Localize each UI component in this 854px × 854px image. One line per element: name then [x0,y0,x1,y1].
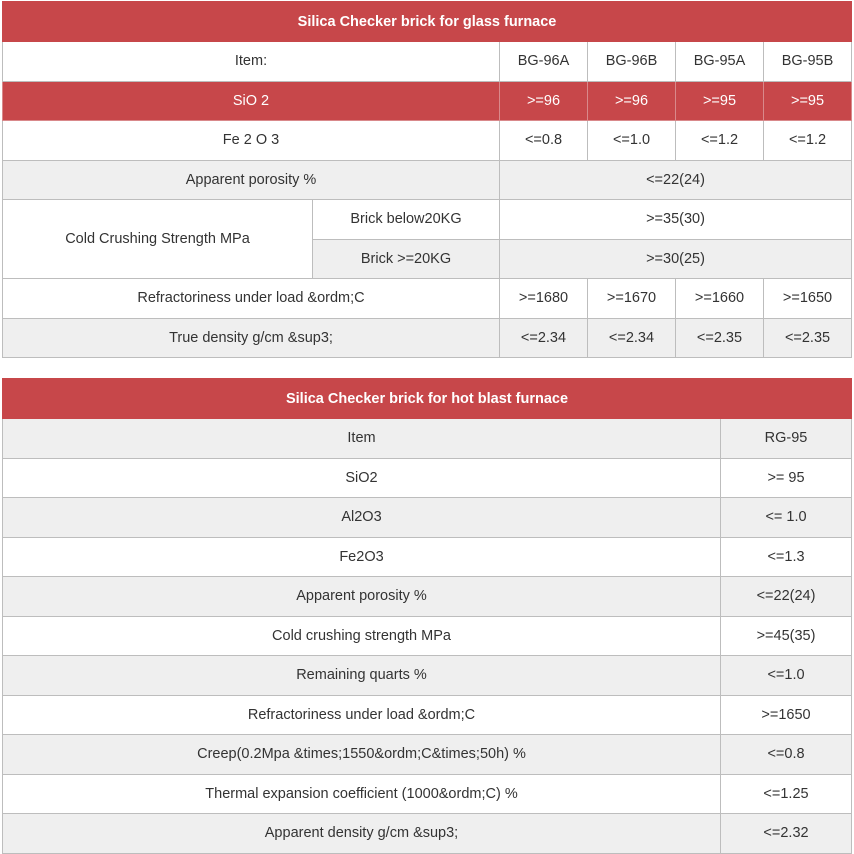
row-value: >= 95 [721,458,852,498]
row-value: RG-95 [721,419,852,459]
grade-header-cell: BG-95B [764,42,852,82]
table-row [3,121,852,161]
fe2o3-value: <=1.0 [588,121,676,161]
row-value: <=2.32 [721,814,852,854]
table-row [3,81,852,121]
grade-header-cell: BG-95A [676,42,764,82]
row-label: Apparent density g/cm &sup3; [3,814,721,854]
row-value: <=1.3 [721,537,852,577]
sio2-value: >=96 [500,81,588,121]
ccs-label: Cold Crushing Strength MPa [3,200,313,279]
row-value: <= 1.0 [721,498,852,538]
hot-blast-furnace-table [2,378,852,854]
table-row [3,616,852,656]
sio2-value: >=95 [676,81,764,121]
hot-table-title: Silica Checker brick for hot blast furnace [3,379,852,419]
fe2o3-value: <=0.8 [500,121,588,161]
row-label: Creep(0.2Mpa &times;1550&ordm;C&times;50h) % [3,735,721,775]
grade-header-cell: BG-96A [500,42,588,82]
density-value: <=2.34 [588,318,676,358]
sio2-value: >=96 [588,81,676,121]
ccs-above-value: >=30(25) [500,239,852,279]
table-row [3,498,852,538]
row-label: Remaining quarts % [3,656,721,696]
porosity-label: Apparent porosity % [3,160,500,200]
table-row [3,774,852,814]
fe2o3-value: <=1.2 [764,121,852,161]
table-row [3,735,852,775]
rul-label: Refractoriness under load &ordm;C [3,279,500,319]
row-value: <=1.0 [721,656,852,696]
glass-furnace-table [2,1,852,358]
header-item-cell: Item: [3,42,500,82]
table-row [3,656,852,696]
table-row [3,318,852,358]
density-label: True density g/cm &sup3; [3,318,500,358]
row-label: Item [3,419,721,459]
porosity-value: <=22(24) [500,160,852,200]
row-label: Al2O3 [3,498,721,538]
ccs-above-label: Brick >=20KG [313,239,500,279]
row-label: Refractoriness under load &ordm;C [3,695,721,735]
ccs-below-value: >=35(30) [500,200,852,240]
ccs-below-label: Brick below20KG [313,200,500,240]
glass-table-title: Silica Checker brick for glass furnace [3,2,852,42]
row-value: <=22(24) [721,577,852,617]
table-row [3,419,852,459]
table-row [3,695,852,735]
row-label: Cold crushing strength MPa [3,616,721,656]
row-label: Apparent porosity % [3,577,721,617]
density-value: <=2.35 [676,318,764,358]
density-value: <=2.35 [764,318,852,358]
row-label: SiO2 [3,458,721,498]
sio2-value: >=95 [764,81,852,121]
row-label: Fe2O3 [3,537,721,577]
rul-value: >=1670 [588,279,676,319]
table-row [3,160,852,200]
table-row [3,577,852,617]
fe2o3-label: Fe 2 O 3 [3,121,500,161]
table-row [3,537,852,577]
row-value: >=45(35) [721,616,852,656]
grade-header-cell: BG-96B [588,42,676,82]
row-label: Thermal expansion coefficient (1000&ordm;C) % [3,774,721,814]
row-value: <=0.8 [721,735,852,775]
rul-value: >=1680 [500,279,588,319]
table-row [3,200,852,240]
table-row [3,814,852,854]
table-row [3,42,852,82]
rul-value: >=1660 [676,279,764,319]
fe2o3-value: <=1.2 [676,121,764,161]
table-row [3,279,852,319]
table-row [3,458,852,498]
row-value: >=1650 [721,695,852,735]
sio2-label: SiO 2 [3,81,500,121]
rul-value: >=1650 [764,279,852,319]
density-value: <=2.34 [500,318,588,358]
row-value: <=1.25 [721,774,852,814]
